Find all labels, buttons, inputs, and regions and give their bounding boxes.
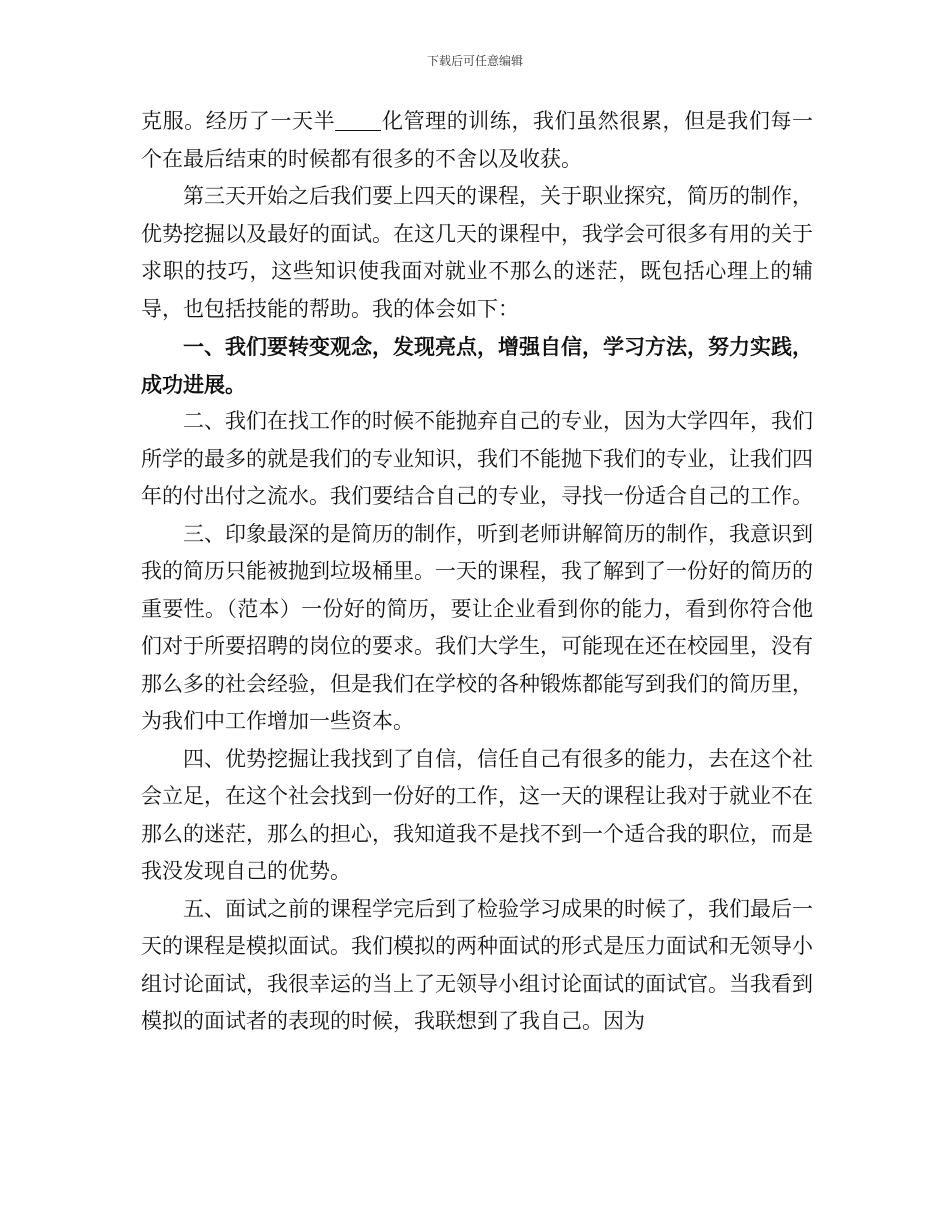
paragraph-point-3: 三、印象最深的是简历的制作，听到老师讲解简历的制作，我意识到我的简历只能被抛到垃圾桶里。一天的课程，我了解到了一份好的简历的重要性。（范本）一份好的简历，要让企业看到你的能力，看到你符合他们对于所要招聘的岗位的要求。我们大学生，可能现在还在校园里，没有那么多的社会经验，但是我们在学校的各种锻炼都能写到我们的简历里，为我们中工作增加一些资本。 [141, 521, 813, 733]
page-header-note: 下载后可任意编辑 [426, 54, 523, 68]
paragraph-point-2: 二、我们在找工作的时候不能抛弃自己的专业，因为大学四年，我们所学的最多的就是我们的专业知识，我们不能抛下我们的专业，让我们四年的付出付之流水。我们要结合自己的专业，寻找一份适合自己的工作。 [141, 409, 813, 508]
paragraph-text-part: 克服。经历了一天半 [141, 109, 336, 133]
paragraph-text-part: 化管理的训练，我们虽然很累，但是我们每一个在最后结束的时候都有很多的不舍以及收获。 [141, 109, 813, 171]
document-body [141, 103, 813, 1041]
paragraph-point-4: 四、优势挖掘让我找到了自信，信任自己有很多的能力，去在这个社会立足，在这个社会找到一份好的工作，这一天的课程让我对于就业不在那么的迷茫，那么的担心，我知道我不是找不到一个适合我的职位，而是我没发现自己的优势。 [141, 746, 813, 883]
paragraph-point-1: 一、我们要转变观念，发现亮点，增强自信，学习方法，努力实践，成功进展。 [141, 334, 813, 397]
paragraph-continued [141, 103, 813, 178]
paragraph-point-5: 五、面试之前的课程学完后到了检验学习成果的时候了，我们最后一天的课程是模拟面试。我们模拟的两种面试的形式是压力面试和无领导小组讨论面试，我很幸运的当上了无领导小组讨论面试的面试官。当我看到模拟的面试者的表现的时候，我联想到了我自己。因为 [141, 896, 813, 1033]
paragraph-intro: 第三天开始之后我们要上四天的课程，关于职业探究，简历的制作，优势挖掘以及最好的面试。在这几天的课程中，我学会可很多有用的关于求职的技巧，这些知识使我面对就业不那么的迷茫，既包括心理上的辅导，也包括技能的帮助。我的体会如下： [141, 184, 813, 321]
fill-in-blank [335, 109, 381, 131]
